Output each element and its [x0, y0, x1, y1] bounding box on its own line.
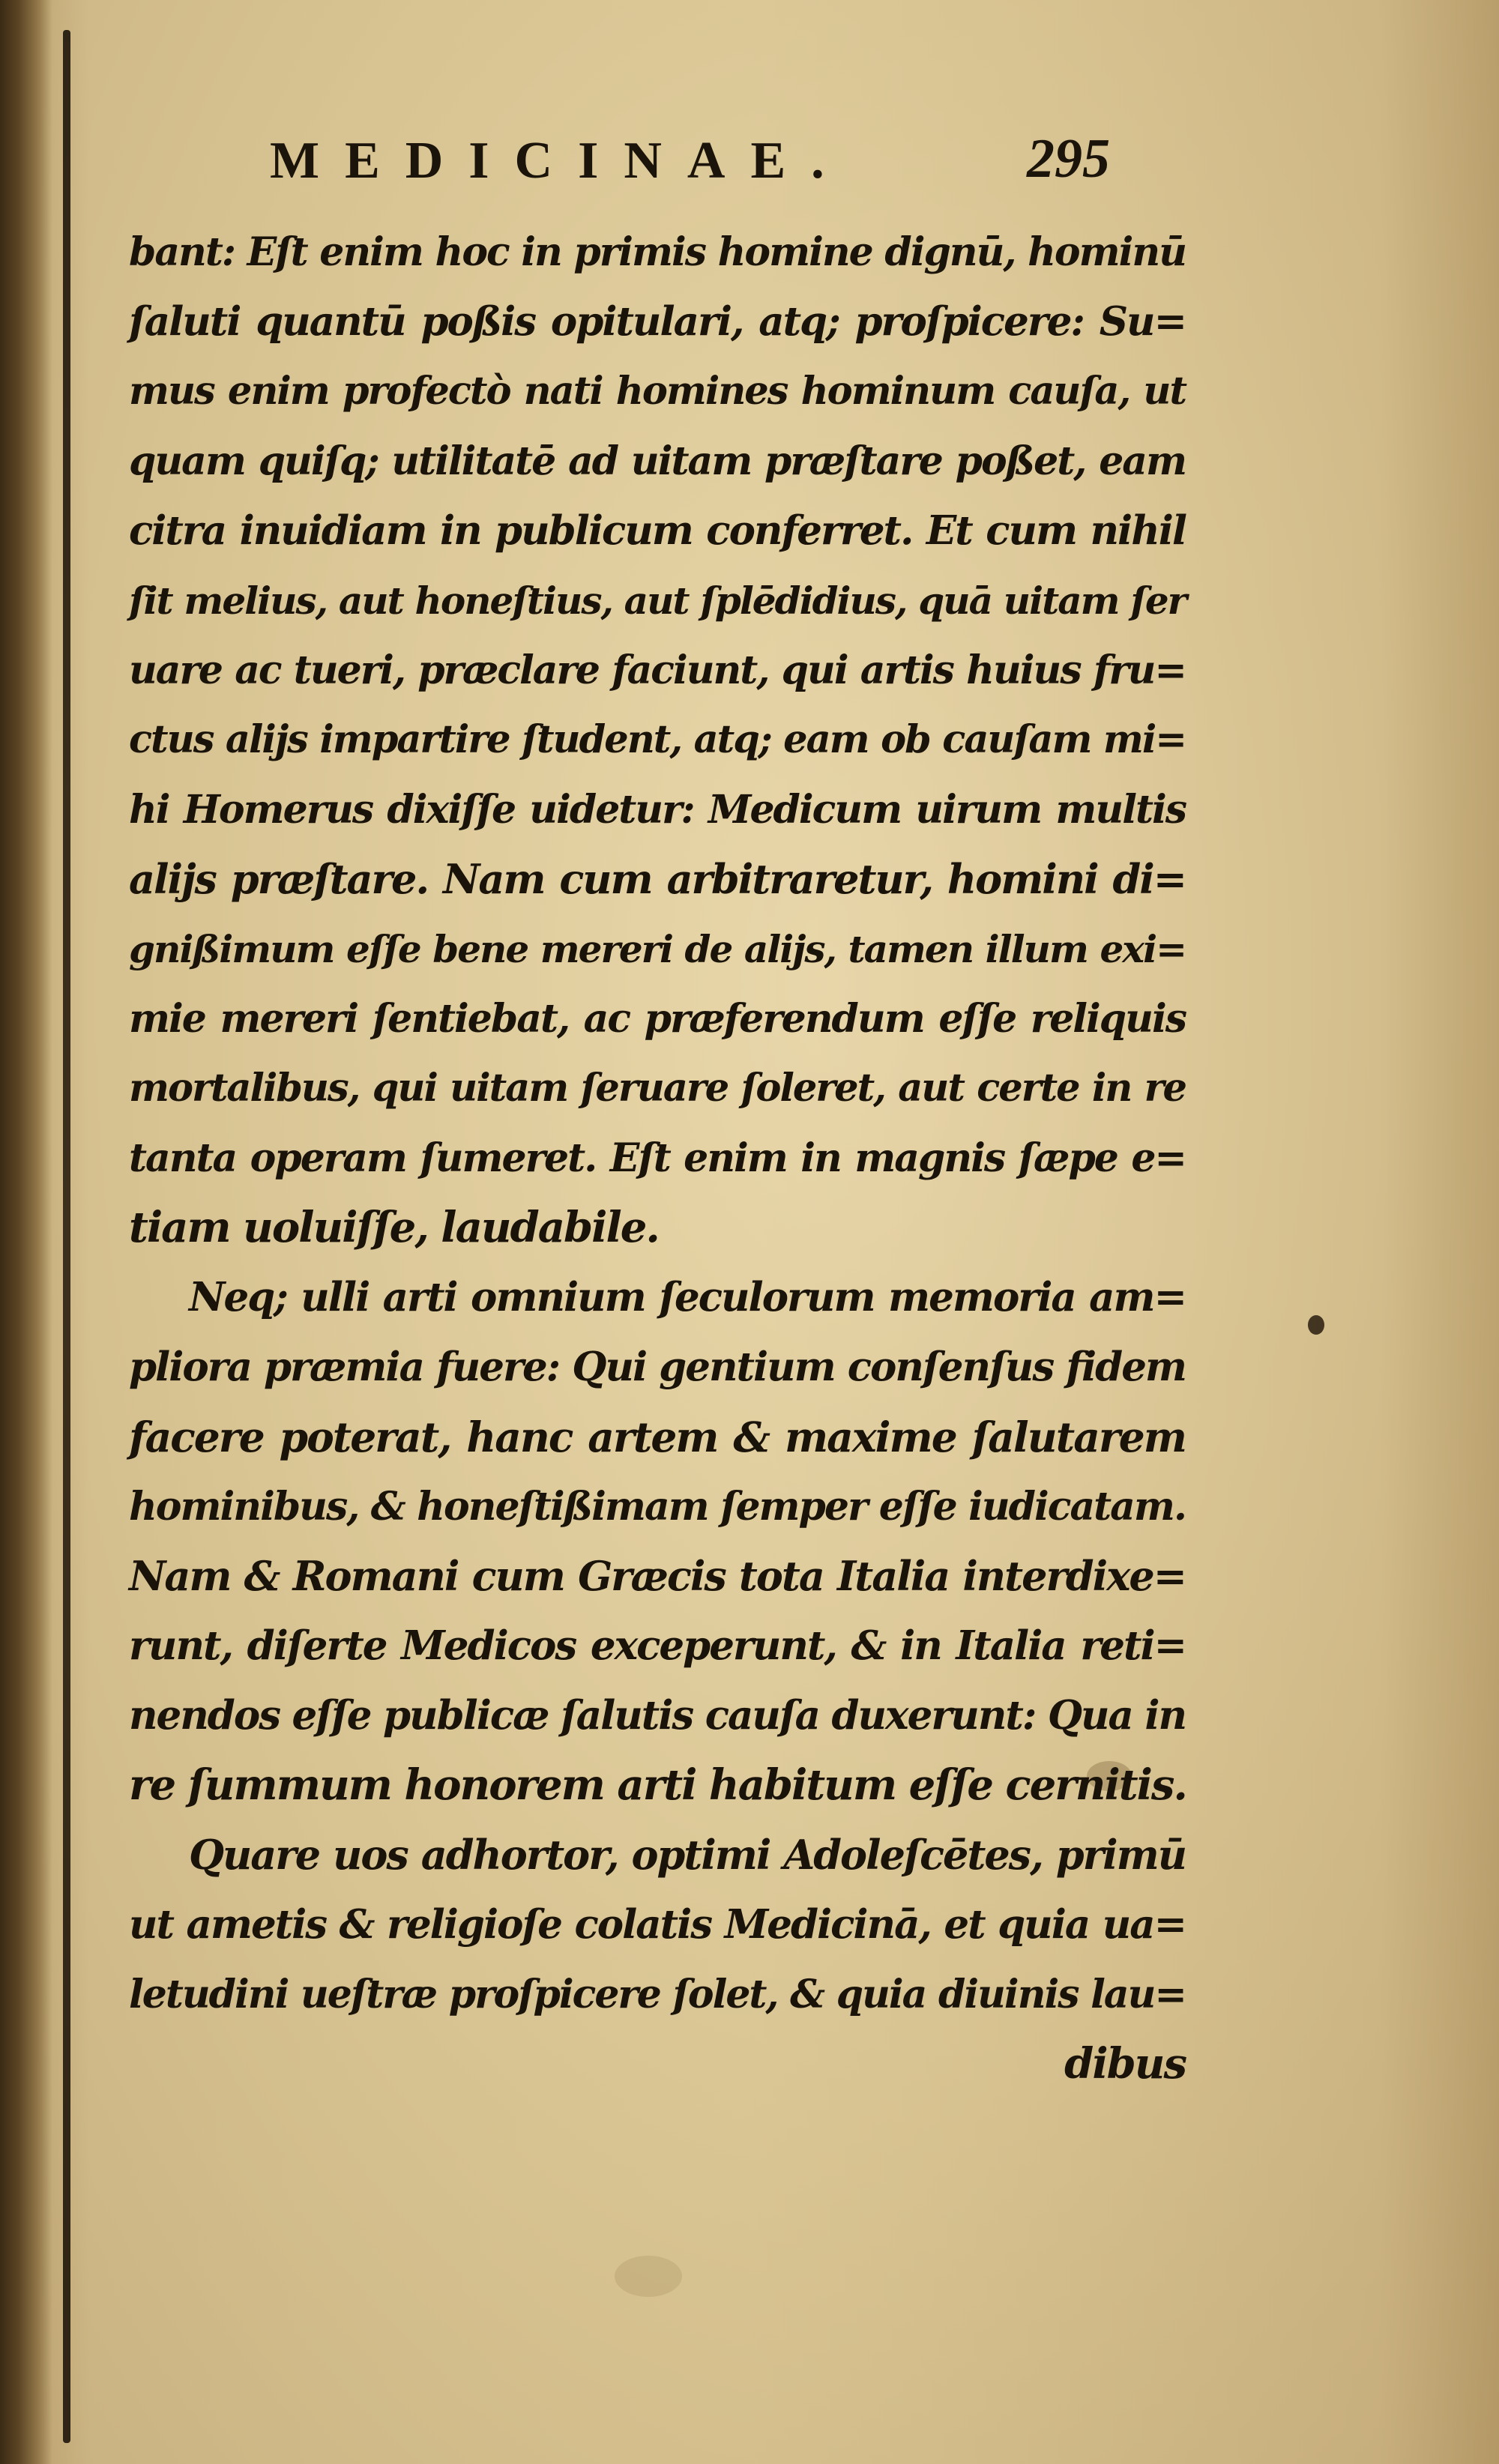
text-line: tanta operam ſumeret. Eſt enim in magnis ſæpe e= [129, 1135, 1186, 1181]
book-gutter [0, 0, 52, 2464]
text-line: ſaluti quantū poßis opitulari, atq; proſpicere: Su= [129, 298, 1186, 345]
text-line: hi Homerus dixiſſe uidetur: Medicum uirum multis [129, 787, 1186, 833]
text-line: bant: Eſt enim hoc in primis homine dignū, hominū [129, 229, 1186, 275]
text-line: ut ametis & religioſe colatis Medicinā, et quia ua= [129, 1901, 1186, 1948]
text-line: uare ac tueri, præclare faciunt, qui artis huius fru= [129, 647, 1186, 693]
text-line: tiam uoluiſſe, laudabile. [129, 1203, 659, 1252]
text-line: gnißimum eſſe bene mereri de alijs, tamen illum exi= [129, 927, 1186, 971]
text-line: facere poterat, hanc artem & maxime ſalutarem [129, 1413, 1186, 1461]
text-line: quam quiſq; utilitatē ad uitam præſtare poßet, eam [129, 438, 1186, 484]
ink-spot [1308, 1315, 1324, 1335]
page-number: 295 [1027, 128, 1110, 190]
text-line: runt, diſerte Medicos exceperunt, & in Italia reti= [129, 1622, 1186, 1669]
paragraph-start-line: Quare uos adhortor, optimi Adoleſcētes, primū [189, 1831, 1186, 1879]
text-line: mie mereri ſentiebat, ac præferendum eſſe reliquis [129, 996, 1186, 1042]
text-line: citra inuidiam in publicum conferret. Et cum nihil [129, 507, 1186, 554]
running-head: MEDICINAE. [270, 132, 850, 190]
text-line: alijs præſtare. Nam cum arbitraretur, homini di= [129, 855, 1186, 903]
text-line: re ſummum honorem arti habitum eſſe cernitis. [129, 1760, 1186, 1810]
text-line: letudini ueſtræ proſpicere ſolet, & quia diuinis lau= [129, 1972, 1186, 2017]
text-line: mortalibus, qui uitam ſeruare ſoleret, aut certe in re [129, 1066, 1186, 1111]
text-line: nendos eſſe publicæ ſalutis cauſa duxerunt: Qua in [129, 1692, 1186, 1739]
text-line: pliora præmia fuere: Qui gentium conſenſus fidem [129, 1344, 1186, 1390]
body-text [129, 217, 1186, 2099]
text-line: Nam & Romani cum Græcis tota Italia interdixe= [129, 1552, 1186, 1600]
text-line: ctus alijs impartire ſtudent, atq; eam ob cauſam mi= [129, 717, 1186, 762]
catchword: dibus [1064, 2039, 1186, 2089]
text-line: ſit melius, aut honeſtius, aut ſplēdidius, quā uitam ſer [129, 579, 1186, 623]
gutter-fold-line [63, 30, 70, 2443]
paragraph-start-line: Neq; ulli arti omnium ſeculorum memoria am= [189, 1274, 1186, 1320]
foxing-spot [615, 2256, 682, 2297]
text-line: mus enim profectò nati homines hominum cauſa, ut [129, 369, 1186, 414]
text-line: hominibus, & honeſtißimam ſemper eſſe iudicatam. [129, 1484, 1186, 1530]
